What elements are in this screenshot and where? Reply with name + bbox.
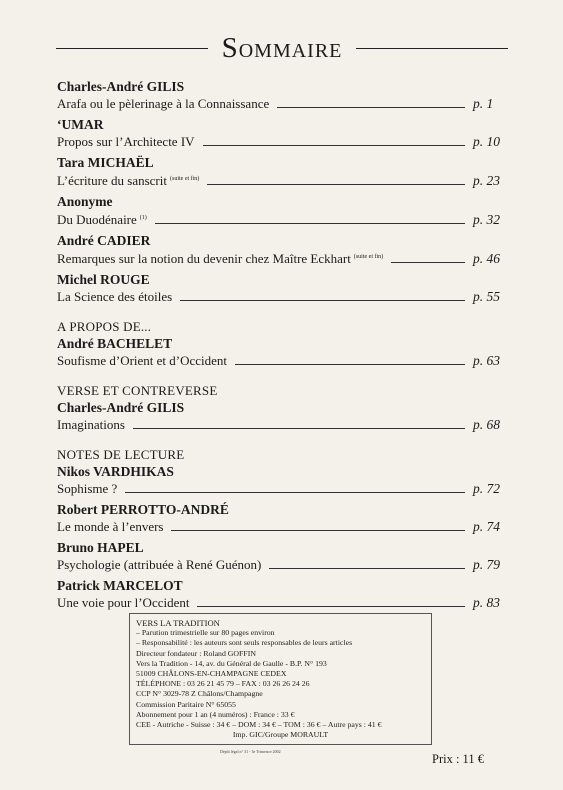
toc-title-wrap: [57, 249, 383, 267]
title-row: [56, 28, 508, 68]
toc-author: Charles-André GILIS: [57, 400, 185, 415]
toc-title-note: (suite et fin): [353, 254, 384, 260]
toc-leader-line: [125, 492, 465, 493]
toc-line: [57, 352, 507, 369]
toc-title: La Science des étoiles: [57, 289, 173, 304]
table-of-contents: [57, 78, 507, 615]
toc-leader-line: [277, 107, 465, 108]
toc-page-number: p. 79: [473, 557, 500, 572]
toc-title-wrap: [57, 210, 147, 228]
toc-leader-line: [391, 262, 465, 263]
toc-page-number: p. 74: [473, 519, 500, 534]
toc-title: Le monde à l’envers: [57, 519, 164, 534]
toc-entry: [57, 232, 507, 267]
toc-author: Michel ROUGE: [57, 272, 150, 287]
toc-leader-line: [180, 300, 465, 301]
toc-title: Sophisme ?: [57, 481, 118, 496]
toc-line: [57, 210, 507, 228]
title-rule-right: [356, 48, 508, 49]
toc-page-number: p. 32: [473, 212, 500, 227]
toc-title: Arafa ou le pèlerinage à la Connaissance: [57, 96, 270, 111]
toc-title: Imaginations: [57, 417, 125, 432]
toc-title-wrap: [57, 133, 195, 150]
toc-author: Bruno HAPEL: [57, 540, 144, 555]
toc-leader-line: [207, 184, 465, 185]
toc-line: [57, 133, 507, 150]
toc-line: [57, 416, 507, 433]
toc-title-wrap: [57, 480, 117, 497]
toc-title-wrap: [57, 518, 163, 535]
box-heading: VERS LA TRADITION: [136, 618, 220, 628]
toc-page-number: p. 68: [473, 417, 500, 432]
toc-author: Patrick MARCELOT: [57, 578, 183, 593]
toc-title-wrap: [57, 95, 269, 112]
toc-page-number: p. 83: [473, 595, 500, 610]
toc-entry: [57, 335, 507, 369]
box-line: 51009 CHÂLONS-EN-CHAMPAGNE CEDEX: [136, 669, 287, 679]
toc-entry: [57, 154, 507, 189]
toc-title: Propos sur l’Architecte IV: [57, 134, 195, 149]
box-line: TÉLÉPHONE : 03 26 21 45 79 – FAX : 03 26 26 24 26: [136, 679, 310, 689]
box-line: – Responsabilité : les auteurs sont seuls responsables de leurs articles: [136, 638, 353, 648]
toc-line: [57, 288, 507, 305]
toc-line: [57, 594, 507, 611]
toc-author: Tara MICHAËL: [57, 155, 154, 170]
toc-page-number: p. 23: [473, 173, 500, 188]
price-label: Prix : 11 €: [432, 752, 484, 766]
toc-leader-line: [235, 364, 465, 365]
toc-author: ‘UMAR: [57, 117, 104, 132]
toc-title: Psychologie (attribuée à René Guénon): [57, 557, 262, 572]
section-heading: NOTES DE LECTURE: [57, 447, 185, 462]
section-gap: [57, 437, 507, 447]
toc-leader-line: [203, 145, 465, 146]
publisher-info-box: [129, 613, 432, 745]
toc-page-number: p. 1: [473, 96, 494, 111]
toc-author: Charles-André GILIS: [57, 79, 185, 94]
toc-title: Du Duodénaire: [57, 212, 137, 227]
toc-author: Anonyme: [57, 194, 113, 209]
toc-entry: [57, 193, 507, 228]
box-line: Directeur fondateur : Roland GOFFIN: [136, 648, 256, 658]
toc-entry: [57, 577, 507, 611]
box-line: Vers la Tradition - 14, av. du Général de Gaulle - B.P. N° 193: [136, 658, 327, 668]
toc-line: [57, 556, 507, 573]
toc-line: [57, 480, 507, 497]
toc-title-note: (suite et fin): [169, 176, 200, 182]
toc-title-wrap: [57, 416, 125, 433]
toc-entry: [57, 399, 507, 433]
toc-leader-line: [133, 428, 465, 429]
toc-line: [57, 95, 507, 112]
toc-leader-line: [197, 606, 465, 607]
toc-entry: [57, 116, 507, 150]
toc-leader-line: [155, 223, 465, 224]
section-gap: [57, 373, 507, 383]
page-title: Sommaire: [221, 31, 343, 64]
toc-author: André BACHELET: [57, 336, 173, 351]
toc-page-number: p. 72: [473, 481, 500, 496]
toc-title-wrap: [57, 171, 199, 189]
toc-author: André CADIER: [57, 233, 151, 248]
box-line: Imp. GIC/Groupe MORAULT: [232, 730, 329, 740]
toc-author: Nikos VARDHIKAS: [57, 464, 174, 479]
legal-deposit: Dépôt légal n° 31 - 3e Trimestre 2002: [220, 749, 281, 754]
box-line: Abonnement pour 1 an (4 numéros) : France : 33 €: [136, 709, 295, 719]
toc-line: [57, 171, 507, 189]
title-rule-left: [56, 48, 208, 49]
toc-line: [57, 249, 507, 267]
toc-title-wrap: [57, 594, 189, 611]
toc-entry: [57, 463, 507, 497]
toc-page-number: p. 10: [473, 134, 500, 149]
toc-title: L’écriture du sanscrit: [57, 173, 167, 188]
toc-title-note: (1): [139, 215, 147, 221]
toc-title: Soufisme d’Orient et d’Occident: [57, 353, 228, 368]
box-line: Commission Paritaire N° 65055: [136, 699, 236, 709]
toc-entry: [57, 501, 507, 535]
toc-leader-line: [269, 568, 465, 569]
toc-page-number: p. 63: [473, 353, 500, 368]
toc-title: Une voie pour l’Occident: [57, 595, 190, 610]
box-line: CEE - Autriche - Suisse : 34 € – DOM : 34 € – TOM : 36 € – Autre pays : 41 €: [136, 720, 382, 730]
box-line: – Parution trimestrielle sur 80 pages environ: [136, 628, 275, 638]
section-gap: [57, 309, 507, 319]
section-heading: A PROPOS DE...: [57, 319, 152, 334]
toc-entry: [57, 271, 507, 305]
toc-author: Robert PERROTTO-ANDRÉ: [57, 502, 229, 517]
toc-line: [57, 518, 507, 535]
box-line: CCP N° 3029-78 Z Châlons/Champagne: [136, 689, 263, 699]
section-heading: VERSE ET CONTREVERSE: [57, 383, 218, 398]
toc-leader-line: [171, 530, 465, 531]
toc-title-wrap: [57, 288, 172, 305]
toc-page-number: p. 55: [473, 289, 500, 304]
toc-entry: [57, 539, 507, 573]
toc-entry: [57, 78, 507, 112]
toc-title-wrap: [57, 352, 227, 369]
toc-page-number: p. 46: [473, 251, 500, 266]
toc-title: Remarques sur la notion du devenir chez Maître Eckhart: [57, 251, 351, 266]
toc-title-wrap: [57, 556, 261, 573]
